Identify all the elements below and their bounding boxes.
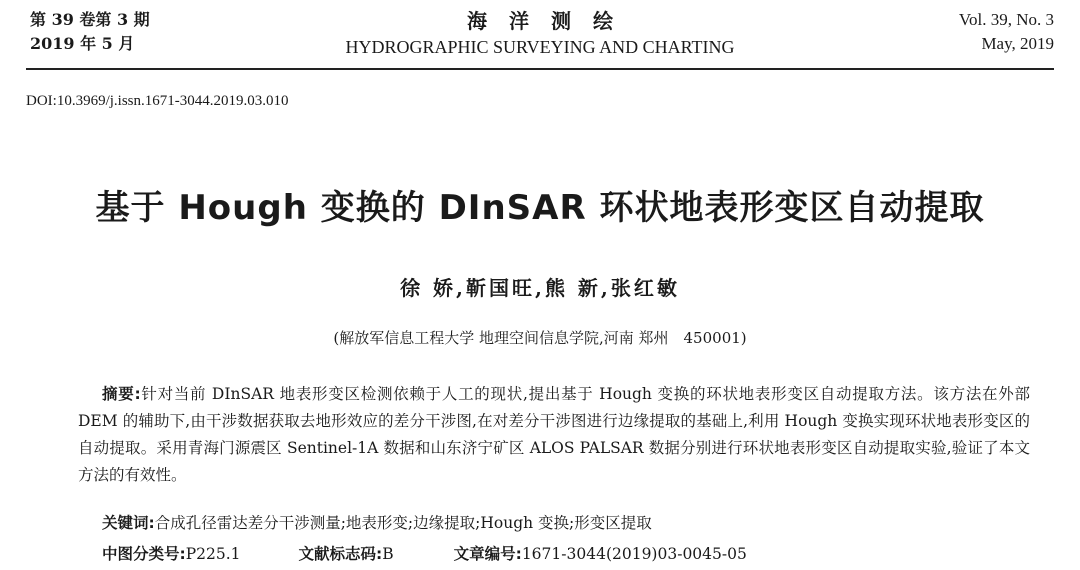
clc-number	[102, 542, 241, 564]
keywords-label: 关键词:	[102, 514, 155, 532]
journal-name-en: HYDROGRAPHIC SURVEYING AND CHARTING	[345, 37, 735, 57]
abstract-label: 摘要:	[102, 385, 141, 403]
abstract	[78, 381, 1030, 489]
doc-code-value: B	[382, 545, 394, 563]
authors: 徐 娇,靳国旺,熊 新,张红敏	[400, 276, 680, 300]
classification-line	[102, 542, 1062, 564]
volume-en: Vol. 39, No. 3	[958, 10, 1054, 29]
volume-cn: 第 39 卷第 3 期	[30, 10, 150, 29]
document-code	[299, 542, 394, 564]
article-number	[454, 542, 747, 564]
date-en: May, 2019	[981, 34, 1054, 53]
clc-label: 中图分类号:	[102, 545, 186, 563]
abstract-text: 针对当前 DInSAR 地表形变区检测依赖于人工的现状,提出基于 Hough 变换的环状地表形变区自动提取方法。该方法在外部 DEM 的辅助下,由干涉数据获取去地形效应的差分干涉图,在对差分干涉图进行边缘提取的基础上,利用 Hough 变换实现环状地表形变区的自动提取。采用青海门源震区 Sentinel-1A 数据和山东济宁矿区 ALOS PALSAR 数据分别进行环状地表形变区自动提取实验,验证了本文方法的有效性。	[78, 385, 1031, 484]
doc-code-label: 文献标志码:	[298, 545, 383, 563]
journal-name-cn: 海洋测绘	[467, 9, 635, 33]
paper-title: 基于 Hough 变换的 DInSAR 环状地表形变区自动提取	[95, 188, 985, 228]
header-right	[959, 8, 1054, 56]
date-cn: 2019 年 5 月	[30, 34, 135, 53]
keywords	[102, 511, 652, 533]
header-rule	[26, 68, 1054, 70]
keywords-text: 合成孔径雷达差分干涉测量;地表形变;边缘提取;Hough 变换;形变区提取	[154, 514, 652, 532]
affiliation: (解放军信息工程大学 地理空间信息学院,河南 郑州 450001)	[333, 329, 747, 347]
article-number-value: 1671-3044(2019)03-0045-05	[521, 545, 747, 563]
doi: DOI:10.3969/j.issn.1671-3044.2019.03.010	[26, 93, 289, 109]
clc-value: P225.1	[185, 545, 241, 563]
running-header	[0, 8, 1080, 68]
article-number-label: 文章编号:	[453, 545, 522, 563]
header-center	[0, 8, 1080, 60]
